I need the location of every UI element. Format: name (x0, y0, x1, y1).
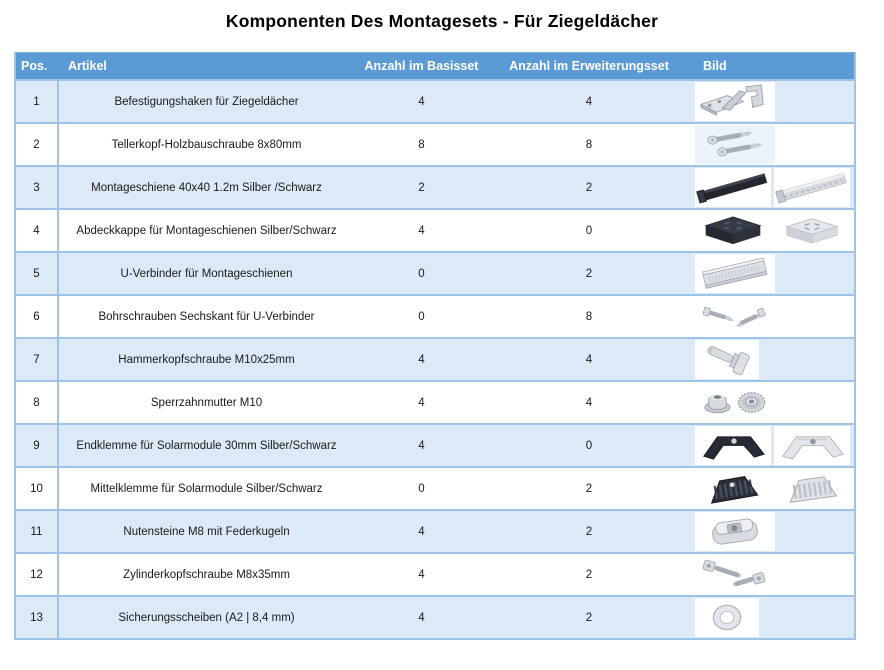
pos-cell: 1 (16, 81, 59, 122)
bild-cell (689, 253, 854, 294)
artikel-cell: Hammerkopfschraube M10x25mm (118, 353, 295, 366)
artikel-cell: U-Verbinder für Montageschienen (120, 267, 293, 280)
u-connector-image (695, 254, 775, 293)
black-cap-image (695, 211, 771, 250)
table-row (16, 337, 854, 380)
pos-cell: 7 (16, 339, 59, 380)
bild-cell (689, 382, 854, 423)
table-row (16, 466, 854, 509)
erweiterungsset-cell: 2 (585, 611, 593, 624)
erweiterungsset-cell: 8 (585, 138, 593, 151)
silver-mid-clamp-image (774, 469, 850, 508)
black-mid-clamp-image (695, 469, 771, 508)
erweiterungsset-cell: 4 (585, 353, 593, 366)
header-basisset: Anzahl im Basisset (364, 59, 479, 73)
header-artikel: Artikel (68, 59, 107, 73)
table-row (16, 79, 854, 122)
erweiterungsset-cell: 4 (585, 396, 593, 409)
bild-cell (689, 167, 854, 208)
wood-screws-image (695, 125, 775, 164)
artikel-cell: Sperrzahnmutter M10 (150, 396, 263, 409)
pos-cell: 8 (16, 382, 59, 423)
pos-cell: 4 (16, 210, 59, 251)
hammer-bolt-graphic (695, 340, 759, 379)
page-title: Komponenten Des Montagesets - Für Ziegeldächer (225, 11, 659, 31)
table-row (16, 208, 854, 251)
table-row (16, 552, 854, 595)
silver-mid-clamp-graphic (774, 469, 850, 508)
hammer-bolt-image (695, 340, 759, 379)
roof-hook-image (695, 82, 775, 121)
flange-nuts-graphic (695, 383, 775, 422)
slot-nut-graphic (695, 512, 775, 551)
header-erweiterungsset: Anzahl im Erweiterungsset (509, 59, 669, 73)
basisset-cell: 4 (418, 353, 425, 366)
black-rail-image (695, 168, 771, 207)
basisset-cell: 0 (418, 482, 425, 495)
artikel-cell: Endklemme für Solarmodule 30mm Silber/Schwarz (76, 439, 337, 452)
table-row (16, 251, 854, 294)
bild-cell (689, 597, 854, 638)
erweiterungsset-cell: 2 (585, 525, 593, 538)
u-connector-graphic (695, 254, 775, 293)
pos-cell: 9 (16, 425, 59, 466)
bild-cell (689, 296, 854, 337)
erweiterungsset-cell: 2 (585, 267, 593, 280)
black-cap-graphic (695, 211, 771, 250)
black-rail-graphic (695, 168, 771, 207)
silver-cap-image (774, 211, 850, 250)
table-row (16, 294, 854, 337)
table-header-row (16, 53, 854, 79)
silver-end-clamp-image (774, 426, 850, 465)
erweiterungsset-cell: 0 (585, 439, 593, 452)
table-row (16, 595, 854, 638)
table-row (16, 509, 854, 552)
bild-cell (689, 210, 854, 251)
erweiterungsset-cell: 2 (585, 181, 593, 194)
roof-hook-graphic (695, 82, 775, 121)
pos-cell: 10 (16, 468, 59, 509)
slot-nut-image (695, 512, 775, 551)
header-bild: Bild (703, 59, 727, 73)
silver-rail-image (774, 168, 850, 207)
table-row (16, 165, 854, 208)
components-table (14, 52, 856, 640)
washer-graphic (695, 598, 759, 637)
pos-cell: 13 (16, 597, 59, 638)
erweiterungsset-cell: 4 (585, 95, 593, 108)
bild-cell (689, 468, 854, 509)
artikel-cell: Nutensteine M8 mit Federkugeln (123, 525, 290, 538)
pos-cell: 3 (16, 167, 59, 208)
flange-nuts-image (695, 383, 775, 422)
basisset-cell: 4 (418, 224, 425, 237)
table-row (16, 122, 854, 165)
artikel-cell: Bohrschrauben Sechskant für U-Verbinder (98, 310, 315, 323)
hex-screws-image (695, 297, 775, 336)
basisset-cell: 8 (418, 138, 425, 151)
washer-image (695, 598, 759, 637)
basisset-cell: 4 (418, 95, 425, 108)
pos-cell: 6 (16, 296, 59, 337)
cylinder-screws-graphic (695, 555, 775, 594)
basisset-cell: 0 (418, 267, 425, 280)
table-row (16, 380, 854, 423)
bild-cell (689, 511, 854, 552)
silver-cap-graphic (774, 211, 850, 250)
black-end-clamp-graphic (695, 426, 771, 465)
basisset-cell: 4 (418, 396, 425, 409)
table-row (16, 423, 854, 466)
erweiterungsset-cell: 2 (585, 482, 593, 495)
artikel-cell: Tellerkopf-Holzbauschraube 8x80mm (111, 138, 302, 151)
basisset-cell: 4 (418, 611, 425, 624)
hex-screws-graphic (695, 297, 775, 336)
basisset-cell: 4 (418, 525, 425, 538)
silver-end-clamp-graphic (774, 426, 850, 465)
artikel-cell: Mittelklemme für Solarmodule Silber/Schwarz (90, 482, 323, 495)
basisset-cell: 4 (418, 439, 425, 452)
cylinder-screws-image (695, 555, 775, 594)
artikel-cell: Befestigungshaken für Ziegeldächer (114, 95, 299, 108)
erweiterungsset-cell: 8 (585, 310, 593, 323)
bild-cell (689, 124, 854, 165)
bild-cell (689, 81, 854, 122)
basisset-cell: 2 (418, 181, 425, 194)
black-end-clamp-image (695, 426, 771, 465)
artikel-cell: Montageschiene 40x40 1.2m Silber /Schwarz (91, 181, 322, 194)
basisset-cell: 4 (418, 568, 425, 581)
silver-rail-graphic (774, 168, 850, 207)
bild-cell (689, 554, 854, 595)
bild-cell (689, 339, 854, 380)
pos-cell: 2 (16, 124, 59, 165)
pos-cell: 12 (16, 554, 59, 595)
artikel-cell: Abdeckkappe für Montageschienen Silber/Schwarz (76, 224, 337, 237)
erweiterungsset-cell: 2 (585, 568, 593, 581)
pos-cell: 11 (16, 511, 59, 552)
black-mid-clamp-graphic (695, 469, 771, 508)
erweiterungsset-cell: 0 (585, 224, 593, 237)
basisset-cell: 0 (418, 310, 425, 323)
pos-cell: 5 (16, 253, 59, 294)
header-pos: Pos. (21, 59, 48, 73)
bild-cell (689, 425, 854, 466)
artikel-cell: Zylinderkopfschraube M8x35mm (123, 568, 290, 581)
artikel-cell: Sicherungsscheiben (A2 | 8,4 mm) (118, 611, 295, 624)
wood-screws-graphic (695, 125, 775, 164)
